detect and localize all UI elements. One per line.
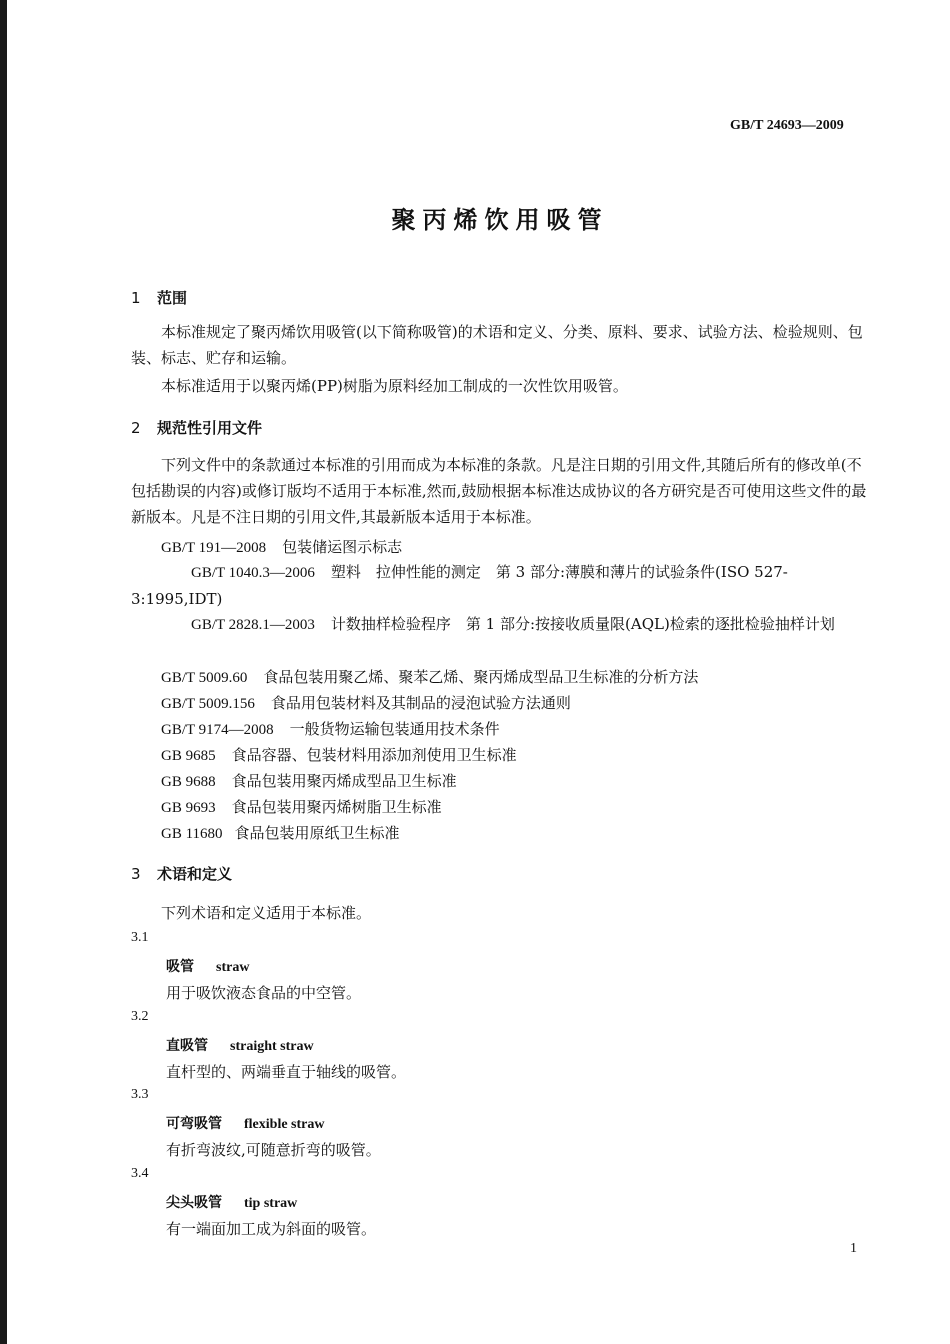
term-heading: 尖头吸管 tip straw bbox=[166, 1195, 298, 1211]
reference-title: 食品包装用聚丙烯成型品卫生标准 bbox=[231, 772, 457, 790]
reference-code: GB/T 5009.156 bbox=[161, 696, 255, 712]
reference-item bbox=[131, 559, 871, 612]
reference-item bbox=[161, 666, 698, 687]
reference-item bbox=[131, 611, 871, 638]
reference-title: 塑料 拉伸性能的测定 第 3 部分:薄膜和薄片的试验条件(ISO 527-3:1995,IDT) bbox=[131, 563, 788, 608]
reference-item bbox=[161, 822, 400, 843]
reference-item bbox=[161, 718, 500, 739]
reference-title: 食品包装用聚乙烯、聚苯乙烯、聚丙烯成型品卫生标准的分析方法 bbox=[263, 668, 699, 686]
reference-code: GB/T 5009.60 bbox=[161, 670, 248, 686]
reference-item bbox=[161, 692, 571, 713]
term-number: 3.4 bbox=[131, 1166, 149, 1181]
term-heading: 可弯吸管 flexible straw bbox=[166, 1116, 325, 1132]
paragraph: 下列术语和定义适用于本标准。 bbox=[161, 904, 372, 922]
reference-title: 包装储运图示标志 bbox=[282, 538, 403, 556]
paragraph: 本标准规定了聚丙烯饮用吸管(以下简称吸管)的术语和定义、分类、原料、要求、试验方法、检验规则、包装、标志、贮存和运输。 bbox=[131, 323, 863, 367]
section-heading-1: 1 范围 bbox=[131, 289, 188, 307]
reference-item bbox=[161, 796, 442, 817]
reference-item bbox=[161, 744, 517, 765]
reference-code: GB 9688 bbox=[161, 774, 216, 790]
term-definition: 有折弯波纹,可随意折弯的吸管。 bbox=[166, 1141, 381, 1159]
term-heading: 直吸管 straight straw bbox=[166, 1038, 314, 1054]
term-heading: 吸管 straw bbox=[166, 959, 250, 975]
term-definition: 直杆型的、两端垂直于轴线的吸管。 bbox=[166, 1063, 407, 1081]
reference-item bbox=[161, 536, 402, 557]
paragraph: 下列文件中的条款通过本标准的引用而成为本标准的条款。凡是注日期的引用文件,其随后所有的修改单(不包括勘误的内容)或修订版均不适用于本标准,然而,鼓励根据本标准达成协议的各方研究是否可使用这些文件的最新版本。凡是不注日期的引用文件,其最新版本适用于本标准。 bbox=[131, 456, 867, 526]
reference-title: 食品包装用聚丙烯树脂卫生标准 bbox=[231, 798, 442, 816]
reference-code: GB 9693 bbox=[161, 800, 216, 816]
reference-code: GB/T 9174—2008 bbox=[161, 722, 274, 738]
reference-item bbox=[161, 770, 457, 791]
page-number: 1 bbox=[850, 1241, 857, 1256]
reference-title: 食品包装用原纸卫生标准 bbox=[234, 824, 400, 842]
reference-title: 计数抽样检验程序 第 1 部分:按接收质量限(AQL)检索的逐批检验抽样计划 bbox=[330, 615, 835, 633]
section-heading-2: 2 规范性引用文件 bbox=[131, 419, 263, 437]
reference-code: GB 11680 bbox=[161, 826, 223, 842]
term-number: 3.1 bbox=[131, 930, 149, 945]
standard-code: GB/T 24693—2009 bbox=[730, 118, 844, 133]
reference-title: 一般货物运输包装通用技术条件 bbox=[289, 720, 500, 738]
reference-code: GB/T 2828.1—2003 bbox=[191, 617, 315, 633]
term-number: 3.3 bbox=[131, 1087, 149, 1102]
reference-code: GB 9685 bbox=[161, 748, 216, 764]
term-definition: 用于吸饮液态食品的中空管。 bbox=[166, 984, 362, 1002]
paragraph: 本标准适用于以聚丙烯(PP)树脂为原料经加工制成的一次性饮用吸管。 bbox=[161, 377, 628, 395]
section-heading-3: 3 术语和定义 bbox=[131, 865, 233, 883]
term-definition: 有一端面加工成为斜面的吸管。 bbox=[166, 1220, 377, 1238]
reference-title: 食品用包装材料及其制品的浸泡试验方法通则 bbox=[270, 694, 571, 712]
reference-code: GB/T 1040.3—2006 bbox=[191, 565, 315, 581]
term-number: 3.2 bbox=[131, 1009, 149, 1024]
page-title: 聚丙烯饮用吸管 bbox=[391, 206, 609, 234]
reference-title: 食品容器、包装材料用添加剂使用卫生标准 bbox=[231, 746, 517, 764]
reference-code: GB/T 191—2008 bbox=[161, 540, 267, 556]
